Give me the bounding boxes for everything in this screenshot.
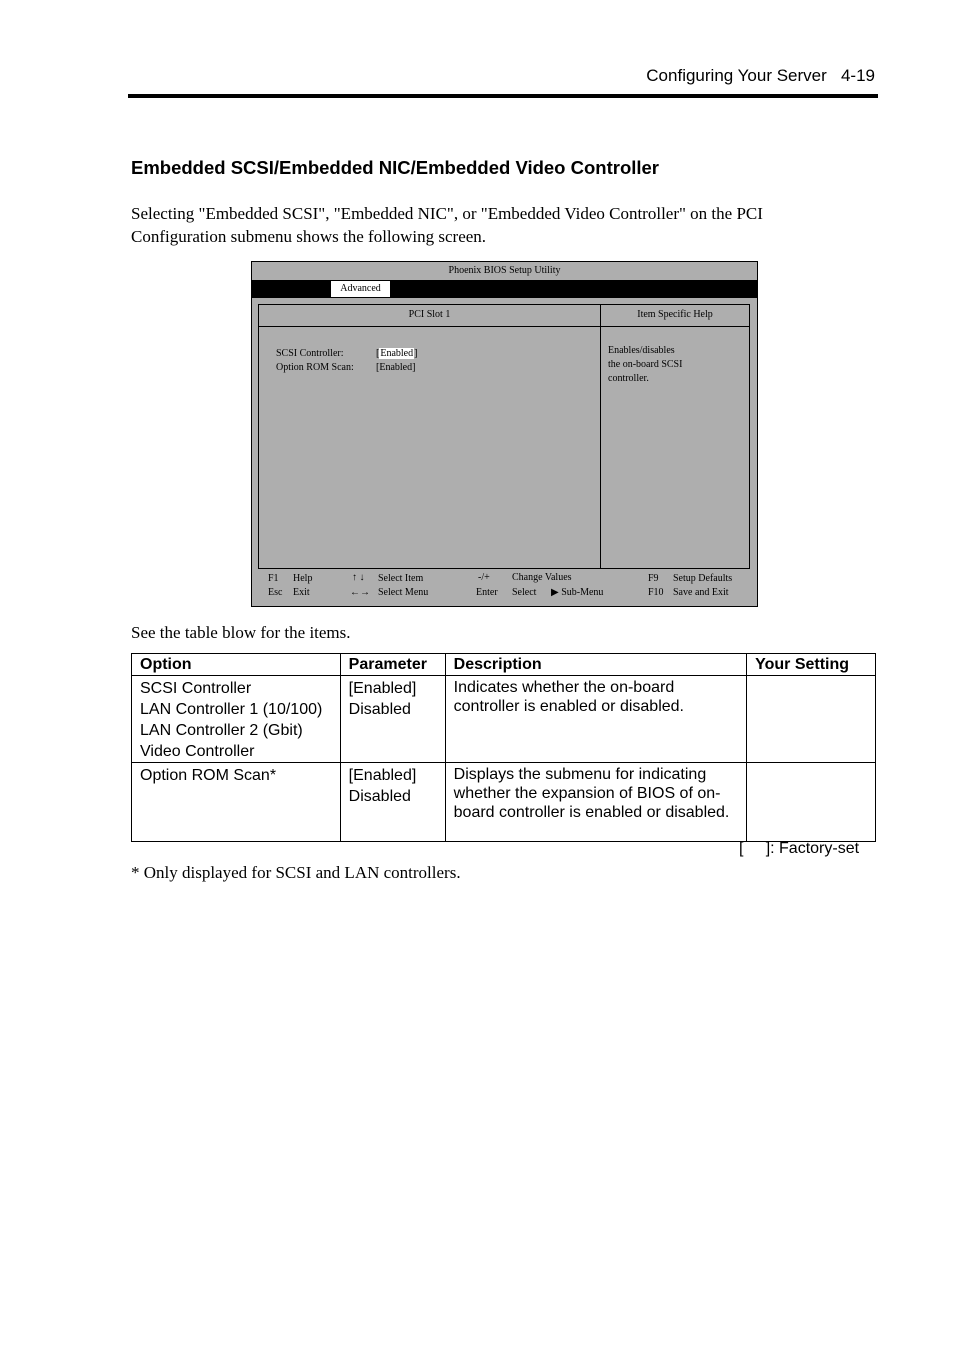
- bios-option-label: SCSI Controller:: [276, 348, 344, 359]
- bios-screenshot: [251, 261, 758, 607]
- table-header-row: [132, 654, 876, 676]
- option-name: Video Controller: [140, 743, 255, 760]
- parameter-cell: [340, 676, 445, 763]
- option-name: SCSI Controller: [140, 680, 252, 697]
- parameter-value: [Enabled]: [348, 680, 417, 697]
- bios-key-f1-label: Help: [293, 573, 313, 584]
- bios-help-line: controller.: [608, 373, 649, 384]
- option-cell: [132, 676, 341, 763]
- legend-text: ]: Factory-set: [765, 840, 860, 857]
- column-header-description: Description: [445, 654, 746, 676]
- description-cell: Indicates whether the on-board controller is enabled or disabled.: [445, 676, 746, 763]
- bios-key-enter-label: Select: [512, 587, 537, 598]
- description-cell: Displays the submenu for indicating whether the expansion of BIOS of on-board controller is enabled or disabled.: [445, 763, 746, 842]
- parameter-cell: [340, 763, 445, 842]
- intro-paragraph: Selecting "Embedded SCSI", "Embedded NIC", or "Embedded Video Controller" on the PCI Configuration submenu shows the following screen.: [131, 204, 763, 246]
- bios-key-f10-label: Save and Exit: [673, 587, 729, 598]
- bios-option-value-text: Enabled: [379, 362, 413, 373]
- option-name: LAN Controller 1 (10/100): [140, 701, 323, 718]
- parameter-value: Disabled: [348, 788, 411, 805]
- bios-key-minusplus-label: Change Values: [512, 572, 572, 583]
- header-title: Configuring Your Server: [646, 66, 827, 85]
- column-header-option: Option: [132, 654, 341, 676]
- page-number: 4-19: [840, 66, 875, 85]
- bios-main-frame: [258, 304, 750, 569]
- bios-key-f1: F1: [268, 573, 279, 584]
- bios-key-f9-label: Setup Defaults: [673, 573, 733, 584]
- bios-option-value-selected[interactable]: [Enabled]: [376, 348, 418, 359]
- factory-set-legend: [739, 840, 859, 858]
- section-title: Embedded SCSI/Embedded NIC/Embedded Video Controller: [131, 157, 660, 178]
- legend-bracket: [: [739, 840, 744, 857]
- footnote: * Only displayed for SCSI and LAN controllers.: [131, 863, 461, 882]
- bios-option-value[interactable]: [Enabled]: [376, 362, 416, 373]
- bios-key-enter: Enter: [476, 587, 498, 598]
- bios-title-rule: [259, 326, 749, 327]
- bios-tab-advanced[interactable]: Advanced: [331, 281, 390, 297]
- bios-help-line: the on-board SCSI: [608, 359, 683, 370]
- bios-key-f10: F10: [648, 587, 664, 598]
- bios-option-label: Option ROM Scan:: [276, 362, 354, 373]
- bios-key-f9: F9: [648, 573, 659, 584]
- up-down-arrow-icon: ↑ ↓: [352, 572, 365, 583]
- bios-key-esc: Esc: [268, 587, 283, 598]
- bios-key-esc-label: Exit: [293, 587, 310, 598]
- table-row: [132, 676, 876, 763]
- bios-submenu-label: ▶ Sub-Menu: [551, 587, 604, 598]
- parameter-value: Disabled: [348, 701, 411, 718]
- left-right-arrow-icon: ←→: [350, 587, 370, 598]
- running-header: [130, 66, 875, 86]
- option-cell: [132, 763, 341, 842]
- column-header-parameter: Parameter: [340, 654, 445, 676]
- header-rule: [128, 94, 878, 98]
- bios-key-minusplus: -/+: [478, 572, 490, 583]
- option-name: Option ROM Scan*: [140, 767, 277, 784]
- your-setting-cell: [747, 676, 876, 763]
- bios-panel-title: PCI Slot 1: [408, 309, 451, 320]
- bios-help-title: Item Specific Help: [637, 309, 713, 320]
- bios-divider: [600, 305, 601, 568]
- table-caption: See the table blow for the items.: [131, 623, 351, 642]
- your-setting-cell: [747, 763, 876, 842]
- table-row: [132, 763, 876, 842]
- bios-key-updown-label: Select Item: [378, 573, 424, 584]
- bios-key-leftright-label: Select Menu: [378, 587, 429, 598]
- option-name: LAN Controller 2 (Gbit): [140, 722, 303, 739]
- bios-menu-bar: [252, 280, 757, 298]
- parameter-value: [Enabled]: [348, 767, 417, 784]
- items-table: [131, 653, 876, 842]
- bios-help-text: [608, 344, 743, 386]
- bios-help-line: Enables/disables: [608, 345, 675, 356]
- bios-option-value-text: Enabled: [380, 348, 414, 359]
- bios-title: Phoenix BIOS Setup Utility: [448, 265, 561, 276]
- column-header-your-setting: Your Setting: [747, 654, 876, 676]
